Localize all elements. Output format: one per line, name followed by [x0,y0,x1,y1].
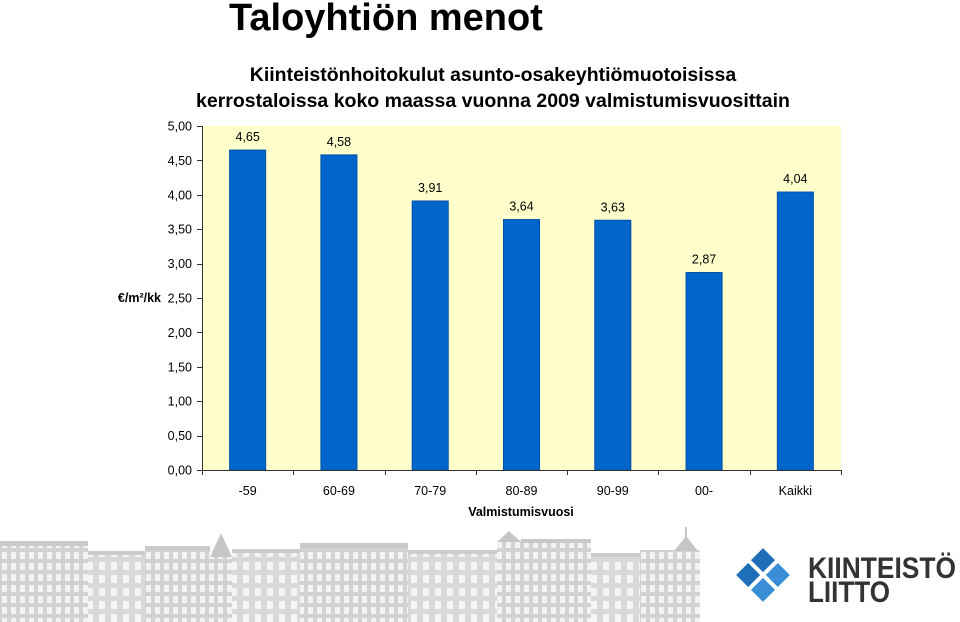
tower-spire [210,533,232,557]
x-tick-label: Kaikki [778,484,813,498]
building [300,547,408,622]
chart-title-line-1: Kiinteistönhoitokulut asunto-osakeyhtiömuotoisissa [249,64,737,86]
value-bar [412,201,448,470]
y-tick-label: 1,50 [167,360,192,375]
logo-text-line-2: LIITTO [808,576,890,609]
building-cornice [232,549,300,553]
tower-roof [497,531,521,542]
value-bar [230,150,266,470]
tower-dome [674,536,698,551]
data-label: 3,63 [600,200,625,215]
data-label: 4,65 [235,130,260,145]
building [408,553,497,622]
building-cornice [300,543,408,548]
building-cornice [0,541,88,546]
value-bar [321,155,357,470]
y-tick-label: 0,00 [167,463,192,478]
y-tick-label: 5,00 [167,119,192,134]
y-tick-label: 2,00 [167,325,192,340]
y-tick-label: 2,50 [167,291,192,306]
building [591,556,640,622]
x-axis-label: Valmistumisvuosi [468,505,574,519]
building [88,554,145,622]
building [640,550,700,622]
building [0,545,88,622]
building [521,542,591,622]
value-bar [503,220,539,470]
bar-chart [168,120,842,499]
y-tick-label: 4,00 [167,188,192,203]
tower [497,541,521,622]
x-tick-label: 00- [695,484,714,498]
y-tick-label: 1,00 [167,394,192,409]
logo-diamond-mark [736,548,790,602]
building [145,549,210,622]
x-tick-label: 80-89 [505,484,538,498]
chart-title-line-2: kerrostaloissa koko maassa vuonna 2009 valmistumisvuosittain [196,90,790,112]
tower [210,556,232,622]
y-tick-label: 4,50 [167,153,192,168]
city-skyline-decoration [0,527,700,622]
logo-square [736,563,760,587]
building-cornice [88,551,145,555]
x-tick-label: 90-99 [596,484,629,498]
logo-square [766,563,790,587]
x-tick-label: -59 [238,484,257,498]
y-axis-label: €/m²/kk [117,291,161,305]
value-bar [777,192,813,470]
y-tick-label: 3,50 [167,222,192,237]
building [232,552,300,622]
building-cornice [145,546,210,550]
data-label: 4,04 [783,172,808,187]
data-label: 4,58 [326,134,352,149]
y-tick-label: 3,00 [167,257,192,272]
value-bar [686,273,722,470]
y-tick-label: 0,50 [167,429,192,444]
logo-square [751,578,775,602]
building-cornice [408,550,497,554]
x-tick-label: 60-69 [322,484,355,498]
data-label: 3,91 [418,180,443,195]
tower-spire [685,527,687,537]
data-label: 2,87 [691,252,717,267]
value-bar [595,220,631,470]
building-cornice [521,539,591,543]
page-title: Taloyhtiön menot [229,0,543,39]
kiinteistoliitto-logo [736,548,956,609]
building-cornice [591,553,640,557]
data-label: 3,64 [509,199,534,214]
logo-text-line-1: KIINTEISTÖ [808,552,956,585]
x-tick-label: 70-79 [414,484,447,498]
logo-square [751,548,775,572]
